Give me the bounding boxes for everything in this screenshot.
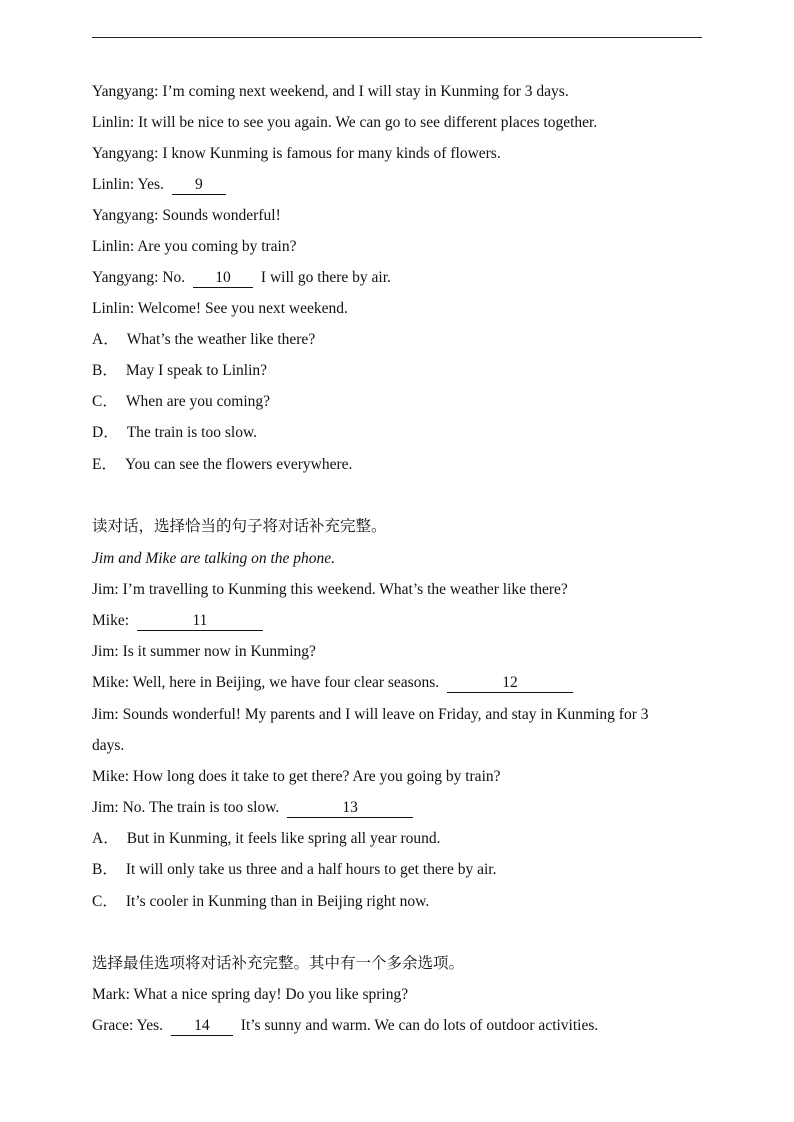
- answer-blank-14[interactable]: 14: [171, 1017, 233, 1036]
- dialogue-text: Jim: No. The train is too slow.: [92, 799, 280, 816]
- dialogue-line-13: [92, 798, 417, 818]
- option-text: You can see the flowers everywhere.: [124, 456, 353, 473]
- dialogue-line-10: [92, 268, 391, 288]
- option-letter: B．: [92, 861, 118, 878]
- option-c: [92, 392, 270, 412]
- dialogue-line: Linlin: Are you coming by train?: [92, 238, 297, 255]
- dialogue-context: Jim and Mike are talking on the phone.: [92, 550, 336, 567]
- option-a: [92, 829, 441, 849]
- dialogue-line: Yangyang: Sounds wonderful!: [92, 207, 281, 224]
- dialogue-line: Mark: What a nice spring day! Do you like spring?: [92, 986, 409, 1003]
- answer-blank-12[interactable]: 12: [447, 674, 573, 693]
- answer-blank-10[interactable]: 10: [193, 269, 253, 288]
- dialogue-text: Mike: Well, here in Beijing, we have four clear seasons.: [92, 674, 440, 691]
- option-text: What’s the weather like there?: [126, 331, 316, 348]
- dialogue-line: Yangyang: I know Kunming is famous for many kinds of flowers.: [92, 145, 501, 162]
- option-letter: C．: [92, 393, 118, 410]
- dialogue-line: Linlin: It will be nice to see you again. We can go to see different places together.: [92, 114, 598, 131]
- option-letter: E．: [92, 456, 117, 473]
- option-text: The train is too slow.: [126, 424, 257, 441]
- option-d: [92, 423, 257, 443]
- answer-blank-13[interactable]: 13: [287, 799, 413, 818]
- dialogue-text: Mike:: [92, 612, 130, 629]
- dialogue-line: Jim: I’m travelling to Kunming this weekend. What’s the weather like there?: [92, 581, 568, 598]
- dialogue-line: Mike: How long does it take to get there? Are you going by train?: [92, 768, 501, 785]
- dialogue-text: Linlin: Yes.: [92, 176, 164, 193]
- option-e: [92, 455, 352, 475]
- header-rule: [92, 37, 702, 38]
- option-letter: B．: [92, 362, 118, 379]
- dialogue-line: Jim: Is it summer now in Kunming?: [92, 643, 316, 660]
- option-letter: A．: [92, 331, 119, 348]
- dialogue-line-12: [92, 673, 577, 693]
- option-b: [92, 361, 267, 381]
- answer-blank-11[interactable]: 11: [137, 612, 263, 631]
- dialogue-text: I will go there by air.: [260, 269, 391, 286]
- section-instruction: 选择最佳选项将对话补充完整。其中有一个多余选项。: [92, 955, 465, 972]
- dialogue-line: Jim: Sounds wonderful! My parents and I will leave on Friday, and stay in Kunming for 3: [92, 706, 649, 723]
- option-b: [92, 860, 496, 880]
- option-text: May I speak to Linlin?: [125, 362, 268, 379]
- dialogue-line: Yangyang: I’m coming next weekend, and I will stay in Kunming for 3 days.: [92, 83, 569, 100]
- section-instruction: 读对话，选择恰当的句子将对话补充完整。: [92, 518, 387, 535]
- option-a: [92, 330, 315, 350]
- option-text: It’s cooler in Kunming than in Beijing right now.: [125, 893, 430, 910]
- option-text: When are you coming?: [125, 393, 271, 410]
- dialogue-line: days.: [92, 737, 125, 754]
- answer-blank-9[interactable]: 9: [172, 176, 226, 195]
- dialogue-line-11: [92, 611, 267, 631]
- dialogue-text: It’s sunny and warm. We can do lots of outdoor activities.: [240, 1017, 599, 1034]
- option-letter: A．: [92, 830, 119, 847]
- dialogue-line: Linlin: Welcome! See you next weekend.: [92, 300, 348, 317]
- dialogue-line-9: [92, 175, 230, 195]
- option-text: But in Kunming, it feels like spring all year round.: [126, 830, 441, 847]
- option-c: [92, 892, 429, 912]
- option-letter: D．: [92, 424, 119, 441]
- dialogue-text: Yangyang: No.: [92, 269, 186, 286]
- option-letter: C．: [92, 893, 118, 910]
- option-text: It will only take us three and a half hours to get there by air.: [125, 861, 497, 878]
- dialogue-line-14: [92, 1016, 598, 1036]
- dialogue-text: Grace: Yes.: [92, 1017, 164, 1034]
